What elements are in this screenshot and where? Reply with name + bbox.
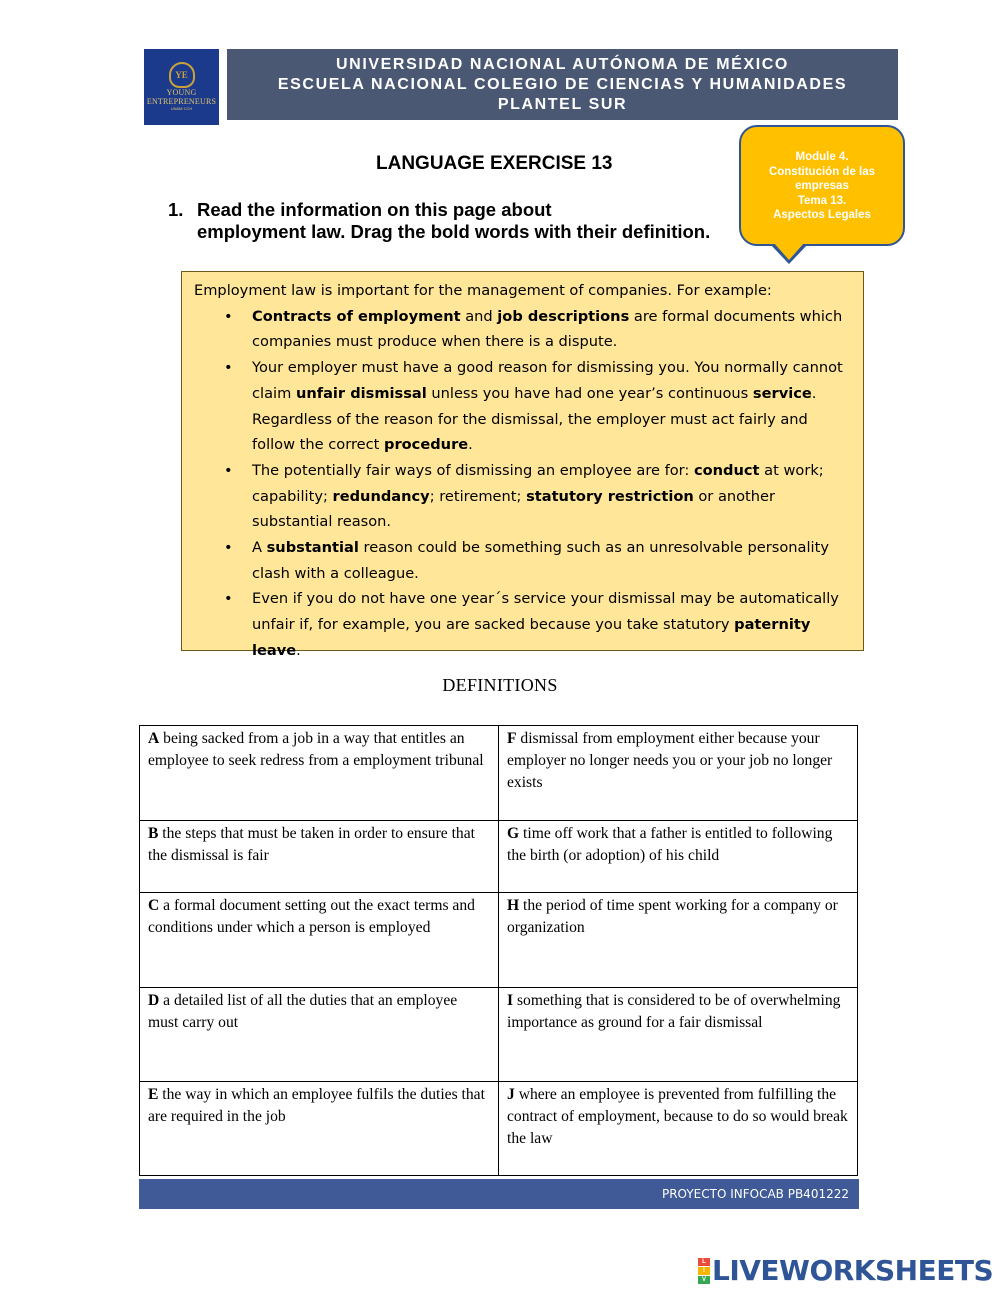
young-entrepreneurs-logo xyxy=(144,49,219,125)
definition-e[interactable] xyxy=(140,1082,499,1176)
instruction-number: 1. xyxy=(168,199,184,220)
logo-line3: UNAM CCH xyxy=(170,106,193,111)
definition-f[interactable] xyxy=(499,726,858,821)
term-contracts-of-employment[interactable]: Contracts of employment xyxy=(252,307,461,325)
definition-text: a formal document setting out the exact terms and conditions under which a person is employed xyxy=(148,897,475,936)
definition-g[interactable] xyxy=(499,821,858,893)
table-row xyxy=(140,726,858,821)
logo-line2: ENTREPRENEURS xyxy=(146,97,217,106)
definition-text: the period of time spent working for a company or organization xyxy=(507,897,838,936)
badge-tail-fill xyxy=(773,242,805,260)
term-paternity-leave[interactable]: paternity leave xyxy=(252,616,811,659)
badge-line-topic: Tema 13. xyxy=(797,194,847,207)
definitions-title: DEFINITIONS xyxy=(442,675,558,695)
badge-line-constitution: Constitución de las xyxy=(768,165,876,178)
banner-line-campus: PLANTEL SUR xyxy=(497,95,628,113)
definition-b[interactable] xyxy=(140,821,499,893)
definition-text: being sacked from a job in a way that entitles an employee to seek redress from a employment tribunal xyxy=(148,730,484,769)
university-banner xyxy=(227,49,898,120)
badge-line-legal: Aspectos Legales xyxy=(773,209,871,221)
info-bullet-5 xyxy=(252,586,853,663)
logo-line1: YOUNG xyxy=(166,88,197,97)
term-redundancy[interactable]: redundancy xyxy=(332,487,430,505)
text: reason could be something such as an unresolvable personality clash with a colleague. xyxy=(252,539,829,582)
term-job-descriptions[interactable]: job descriptions xyxy=(497,307,630,325)
definition-letter: D xyxy=(148,992,160,1009)
text: . Regardless of the reason for the dismissal, the employer must act fairly and follow the correct xyxy=(252,384,817,454)
text: at work; capability; xyxy=(252,461,824,505)
lw-icon-i: I xyxy=(698,1267,710,1275)
term-unfair-dismissal[interactable]: unfair dismissal xyxy=(295,384,427,402)
instruction xyxy=(168,199,768,243)
definition-c[interactable] xyxy=(140,893,499,988)
definition-text: dismissal from employment either because your employer no longer needs you or your job no longer exists xyxy=(507,730,833,791)
term-substantial[interactable]: substantial xyxy=(266,539,359,557)
crest-icon xyxy=(169,62,195,88)
exercise-title: LANGUAGE EXERCISE 13 xyxy=(376,153,613,174)
definition-letter: F xyxy=(507,730,517,747)
info-bullet-list xyxy=(194,304,853,664)
definition-j[interactable] xyxy=(499,1082,858,1176)
definition-d[interactable] xyxy=(140,988,499,1082)
instruction-line1: Read the information on this page about xyxy=(197,199,552,220)
liveworksheets-logo[interactable] xyxy=(698,1256,993,1286)
text: unless you have had one year’s continuous xyxy=(426,384,753,402)
liveworksheets-icon xyxy=(698,1258,710,1285)
definition-text: the steps that must be taken in order to ensure that the dismissal is fair xyxy=(148,825,475,864)
definition-text: time off work that a father is entitled to following the birth (or adoption) of his child xyxy=(507,825,833,864)
logo-monogram: YE xyxy=(175,70,188,80)
definition-letter: C xyxy=(148,897,160,914)
banner-line-university: UNIVERSIDAD NACIONAL AUTÓNOMA DE MÉXICO xyxy=(336,55,789,73)
badge-line-module: Module 4. xyxy=(795,151,849,163)
text: The potentially fair ways of dismissing an employee are for: xyxy=(252,461,694,479)
definition-i[interactable] xyxy=(499,988,858,1082)
project-code: PROYECTO INFOCAB PB401222 xyxy=(661,1187,849,1201)
lw-icon-v: V xyxy=(698,1276,710,1284)
term-conduct[interactable]: conduct xyxy=(693,461,760,479)
text: A xyxy=(252,539,267,557)
text: and xyxy=(460,307,498,325)
table-row xyxy=(140,988,858,1082)
text: are formal documents which companies must produce when there is a dispute. xyxy=(252,307,843,351)
banner-line-school: ESCUELA NACIONAL COLEGIO DE CIENCIAS Y HUMANIDADES xyxy=(277,75,848,93)
badge-line-companies: empresas xyxy=(795,180,849,192)
text: Even if you do not have one year´s service your dismissal may be automatically unfair if, for example, you are sacked because you take statutory xyxy=(252,590,839,634)
definition-letter: J xyxy=(507,1086,515,1103)
info-bullet-4 xyxy=(252,535,853,586)
text: Your employer must have a good reason for dismissing you. You normally cannot claim xyxy=(252,359,843,402)
definition-letter: A xyxy=(148,730,160,747)
definition-h[interactable] xyxy=(499,893,858,988)
info-bullet-3 xyxy=(252,458,853,535)
employment-law-info-box xyxy=(181,271,864,659)
table-row xyxy=(140,893,858,988)
definition-letter: H xyxy=(507,897,520,914)
project-footer-band xyxy=(139,1179,859,1209)
term-service[interactable]: service xyxy=(752,384,812,402)
definition-text: where an employee is prevented from fulfilling the contract of employment, because to do so would break the law xyxy=(507,1086,848,1147)
liveworksheets-wordmark: LIVEWORKSHEETS xyxy=(712,1254,994,1287)
definition-text: the way in which an employee fulfils the duties that are required in the job xyxy=(148,1086,485,1125)
definition-letter: G xyxy=(507,825,520,842)
info-bullet-2 xyxy=(252,355,853,458)
term-procedure[interactable]: procedure xyxy=(384,436,469,454)
text: or another substantial reason. xyxy=(252,487,776,531)
definitions-table xyxy=(139,725,858,1176)
text: . xyxy=(468,436,473,454)
definition-letter: E xyxy=(148,1086,159,1103)
table-row xyxy=(140,821,858,893)
text: . xyxy=(296,641,301,659)
info-intro: Employment law is important for the management of companies. For example: xyxy=(194,282,772,299)
definition-a[interactable] xyxy=(140,726,499,821)
instruction-line2: employment law. Drag the bold words with their definition. xyxy=(197,221,711,242)
info-bullet-1 xyxy=(252,304,853,355)
definition-letter: B xyxy=(148,825,159,842)
definition-letter: I xyxy=(507,992,514,1009)
table-row xyxy=(140,1082,858,1176)
text: ; retirement; xyxy=(429,487,527,505)
definition-text: a detailed list of all the duties that an employee must carry out xyxy=(148,992,458,1031)
lw-icon-l: L xyxy=(698,1258,710,1266)
definition-text: something that is considered to be of overwhelming importance as ground for a fair dismissal xyxy=(507,992,841,1031)
term-statutory-restriction[interactable]: statutory restriction xyxy=(526,487,694,505)
